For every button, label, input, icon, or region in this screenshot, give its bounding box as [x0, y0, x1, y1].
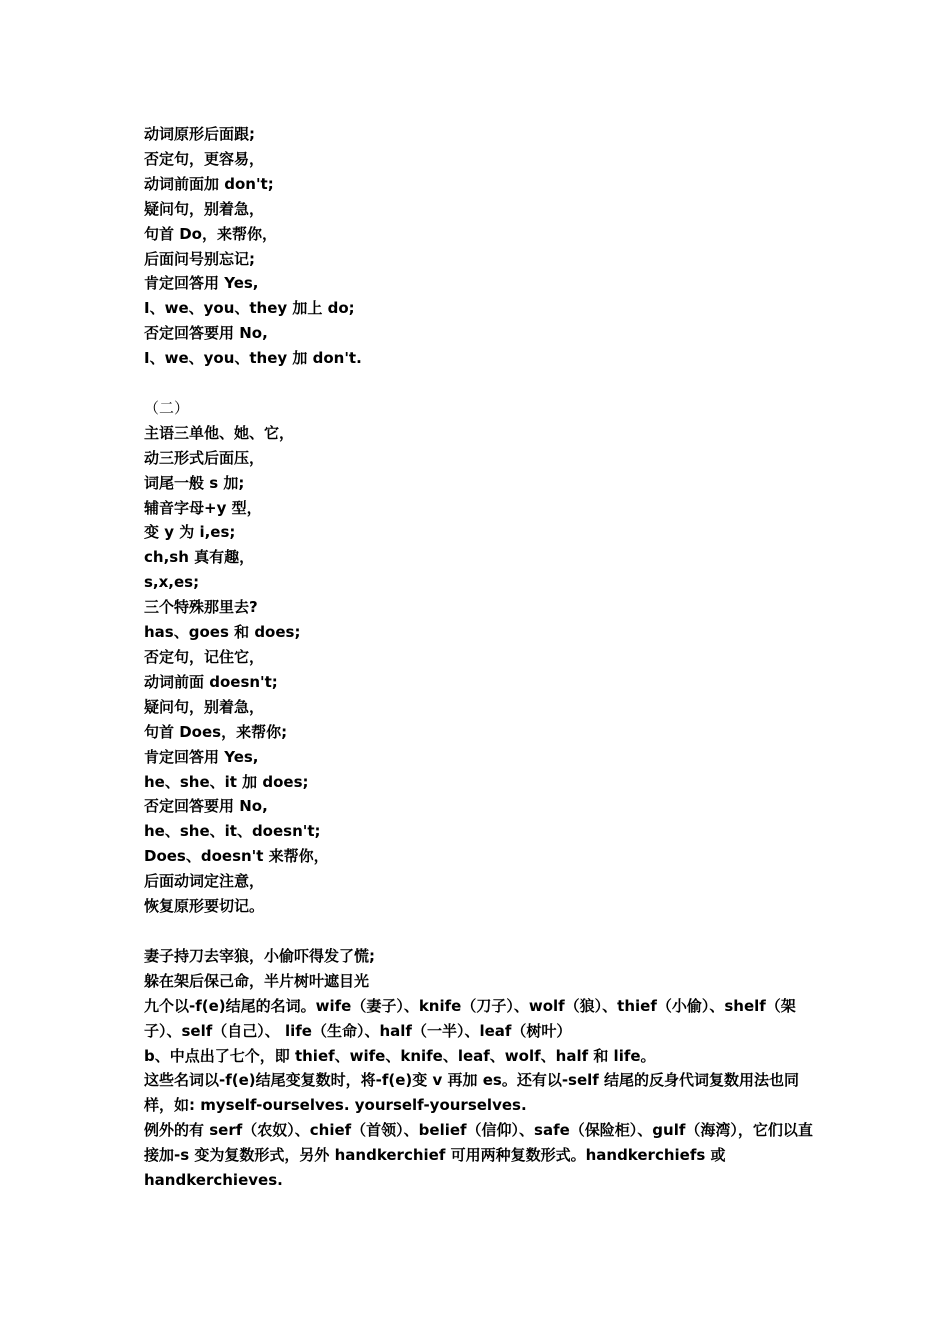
- paragraph: 九个以-f(e)结尾的名词。wife（妻子）、knife（刀子）、wolf（狼）、thief（小偷）、shelf（架子）、self（自己）、 life（生命）、half（一半）、leaf（树叶）: [144, 996, 796, 1040]
- text-line: 疑问句，别着急，: [144, 199, 265, 218]
- text-line: 三个特殊那里去?: [144, 598, 258, 617]
- text-line: I、we、you、they 加 don't.: [144, 349, 362, 368]
- text-line: 动词原形后面跟;: [144, 125, 255, 143]
- text-line: 动词前面 doesn't;: [144, 672, 278, 691]
- text-line: 主语三单他、她、它，: [144, 423, 295, 442]
- text-line: 句首 Do，来帮你，: [144, 224, 277, 243]
- text-line: 后面动词定注意，: [144, 872, 265, 891]
- rhyme-line: 躲在架后保己命，半片树叶遮目光: [144, 971, 370, 990]
- text-line: 动词前面加 don't;: [144, 174, 274, 193]
- paragraph: 例外的有 serf（农奴）、chief（首领）、belief（信仰）、safe（保险柜）、gulf（海湾），它们以直接加-s 变为复数形式，另外 handkerchief 可用两种复数形式。handkerchiefs 或 handkerchieves.: [144, 1121, 813, 1190]
- text-line: 疑问句，别着急，: [144, 697, 265, 716]
- verse-block-do: [144, 122, 824, 371]
- text-line: 否定回答要用 No,: [144, 324, 268, 343]
- text-line: s,x,es;: [144, 573, 200, 592]
- text-line: 否定句，记住它，: [144, 648, 265, 667]
- text-line: 词尾一般 s 加;: [144, 473, 245, 492]
- text-line: 动三形式后面压，: [144, 448, 265, 467]
- plural-f-block: [144, 944, 824, 1193]
- text-line: 恢复原形要切记。: [144, 897, 265, 916]
- text-line: Does、doesn't 来帮你，: [144, 847, 329, 866]
- text-line: 否定回答要用 No,: [144, 797, 268, 816]
- text-line: he、she、it、doesn't;: [144, 822, 321, 841]
- text-line: 否定句，更容易，: [144, 149, 265, 168]
- text-line: 后面问号别忘记;: [144, 249, 255, 268]
- paragraph: b、中点出了七个，即 thief、wife、knife、leaf、wolf、half 和 life。: [144, 1046, 656, 1065]
- text-line: 句首 Does，来帮你;: [144, 722, 288, 741]
- text-line: 变 y 为 i,es;: [144, 523, 236, 542]
- text-line: 肯定回答用 Yes,: [144, 747, 259, 766]
- paragraph: 这些名词以-f(e)结尾变复数时，将-f(e)变 v 再加 es。还有以-self 结尾的反身代词复数用法也同样，如: myself-ourselves. yourself-yourselves.: [144, 1071, 800, 1115]
- section-title: （二）: [144, 398, 190, 417]
- blank-line: [144, 919, 824, 944]
- verse-block-does: [144, 396, 824, 919]
- text-line: 肯定回答用 Yes,: [144, 274, 259, 293]
- text-line: 辅音字母+y 型，: [144, 498, 262, 517]
- rhyme-line: 妻子持刀去宰狼，小偷吓得发了慌;: [144, 946, 376, 965]
- blank-line: [144, 371, 824, 396]
- text-line: has、goes 和 does;: [144, 623, 301, 642]
- text-line: he、she、it 加 does;: [144, 772, 309, 791]
- document-page: [144, 122, 824, 1193]
- text-line: I、we、you、they 加上 do;: [144, 299, 355, 318]
- text-line: ch,sh 真有趣，: [144, 548, 255, 567]
